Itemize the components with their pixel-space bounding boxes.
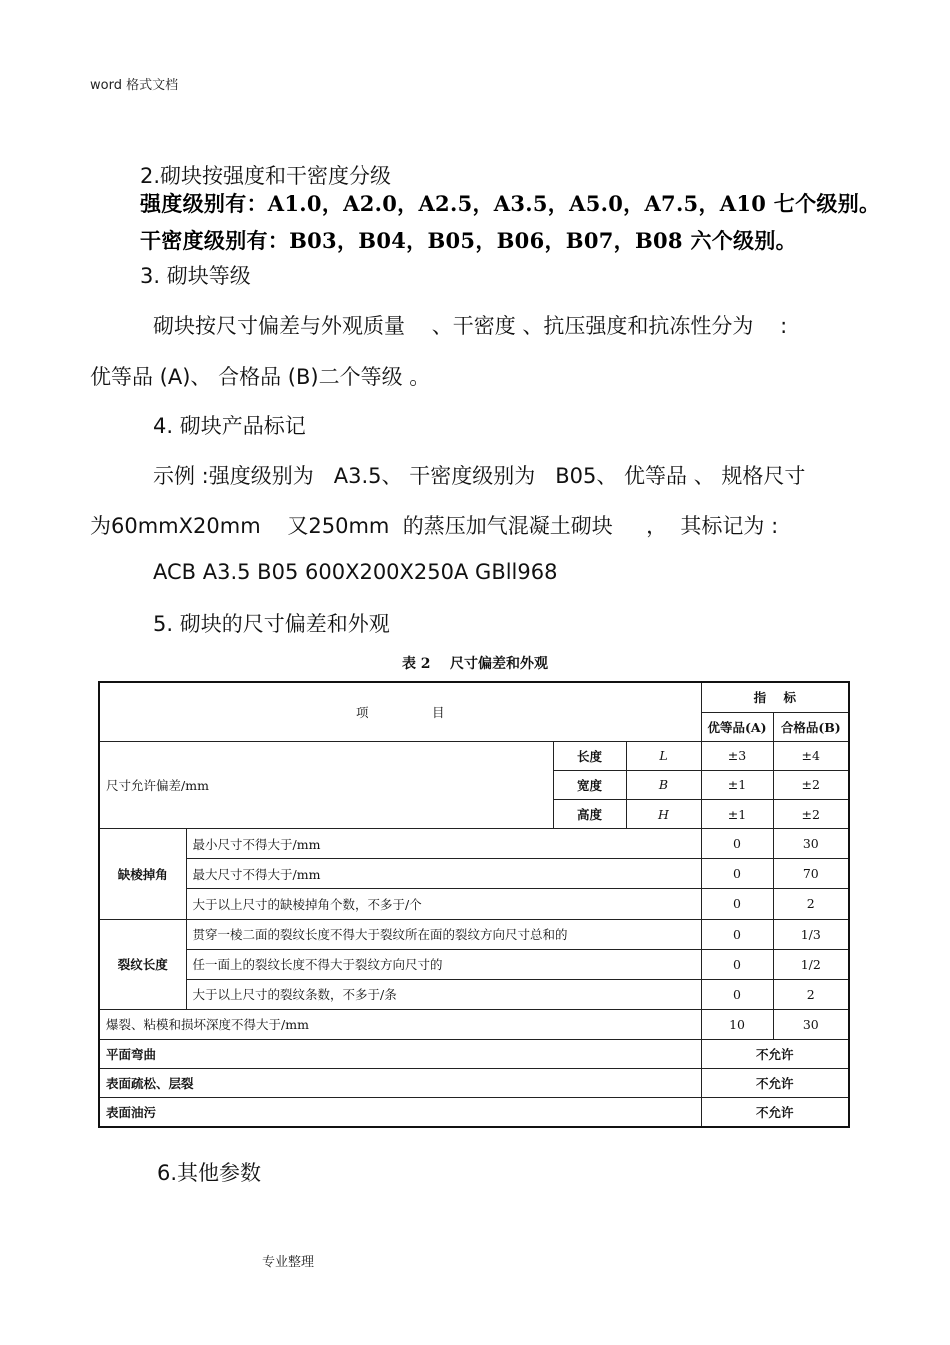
value-a: 0 xyxy=(701,889,773,919)
header-grade-b: 合格品(B) xyxy=(773,712,849,741)
dev-symbol: L xyxy=(626,741,701,770)
value-a: ±1 xyxy=(701,800,773,829)
burst-desc: 爆裂、粘模和损坏深度不得大于/mm xyxy=(99,1009,701,1039)
table-caption: 表 2 尺寸偏差和外观 xyxy=(401,656,549,672)
not-allowed-desc: 表面疏松、层裂 xyxy=(99,1069,701,1098)
corner-label: 缺棱掉角 xyxy=(99,829,186,919)
value-b: ±2 xyxy=(773,800,849,829)
value-b: 2 xyxy=(773,979,849,1009)
corner-desc: 最大尺寸不得大于/mm xyxy=(186,859,701,889)
table-row xyxy=(99,1098,849,1127)
value-a: 0 xyxy=(701,919,773,949)
table-row xyxy=(99,979,849,1009)
table-row xyxy=(99,859,849,889)
dev-symbol: B xyxy=(626,770,701,799)
value-a: 0 xyxy=(701,949,773,979)
product-mark-code: ACB A3.5 B05 600X200X250A GBll968 xyxy=(153,560,558,584)
not-allowed-value: 不允许 xyxy=(701,1098,849,1127)
value-a: 10 xyxy=(701,1009,773,1039)
page-footer: 专业整理 xyxy=(262,1255,315,1270)
density-grades-line: 干密度级别有：B03，B04，B05，B06，B07，B08 六个级别。 xyxy=(140,228,797,253)
value-a: 0 xyxy=(701,859,773,889)
value-b: 1/3 xyxy=(773,919,849,949)
corner-desc: 大于以上尺寸的缺棱掉角个数，不多于/个 xyxy=(186,889,701,919)
value-a: 0 xyxy=(701,979,773,1009)
section-3-line-2: 优等品 (A)、 合格品 (B)二个等级 。 xyxy=(90,365,431,389)
value-b: 1/2 xyxy=(773,949,849,979)
value-b: ±4 xyxy=(773,741,849,770)
not-allowed-desc: 平面弯曲 xyxy=(99,1040,701,1069)
not-allowed-desc: 表面油污 xyxy=(99,1098,701,1127)
header-item: 项 目 xyxy=(99,682,701,741)
table-row xyxy=(99,1069,849,1098)
crack-desc: 任一面上的裂纹长度不得大于裂纹方向尺寸的 xyxy=(186,949,701,979)
table-row xyxy=(99,919,849,949)
strength-grades-line: 强度级别有：A1.0，A2.0，A2.5，A3.5，A5.0，A7.5，A10 七个级别。 xyxy=(140,191,881,216)
crack-desc: 大于以上尺寸的裂纹条数，不多于/条 xyxy=(186,979,701,1009)
value-b: 70 xyxy=(773,859,849,889)
crack-desc: 贯穿一棱二面的裂纹长度不得大于裂纹所在面的裂纹方向尺寸总和的 xyxy=(186,919,701,949)
deviation-label: 尺寸允许偏差/mm xyxy=(99,741,553,828)
value-a: ±1 xyxy=(701,770,773,799)
crack-label: 裂纹长度 xyxy=(99,919,186,1009)
section-4-line-1: 示例 :强度级别为 A3.5、 干密度级别为 B05、 优等品 、 规格尺寸 xyxy=(153,464,806,488)
value-b: 30 xyxy=(773,1009,849,1039)
section-3-line-1: 砌块按尺寸偏差与外观质量 、干密度 、抗压强度和抗冻性分为 : xyxy=(153,314,788,338)
dev-name: 宽度 xyxy=(553,770,626,799)
section-4-title: 4. 砌块产品标记 xyxy=(153,414,306,438)
table-row xyxy=(99,741,849,770)
page-header: word 格式文档 xyxy=(90,78,179,93)
table-row xyxy=(99,1009,849,1039)
value-b: ±2 xyxy=(773,770,849,799)
not-allowed-value: 不允许 xyxy=(701,1069,849,1098)
value-b: 2 xyxy=(773,889,849,919)
section-3-title: 3. 砌块等级 xyxy=(140,264,251,288)
table-row xyxy=(99,829,849,859)
dev-name: 高度 xyxy=(553,800,626,829)
section-4-line-2: 为60mmX20mm 又250mm 的蒸压加气混凝土砌块 ， 其标记为 : xyxy=(90,514,779,538)
not-allowed-value: 不允许 xyxy=(701,1040,849,1069)
table-row xyxy=(99,889,849,919)
dimension-appearance-table xyxy=(98,681,850,1128)
value-b: 30 xyxy=(773,829,849,859)
dev-name: 长度 xyxy=(553,741,626,770)
value-a: ±3 xyxy=(701,741,773,770)
dev-symbol: H xyxy=(626,800,701,829)
table-row xyxy=(99,949,849,979)
header-index: 指 标 xyxy=(701,682,849,712)
section-6-title: 6.其他参数 xyxy=(157,1161,262,1185)
section-5-title: 5. 砌块的尺寸偏差和外观 xyxy=(153,612,390,636)
header-grade-a: 优等品(A) xyxy=(701,712,773,741)
corner-desc: 最小尺寸不得大于/mm xyxy=(186,829,701,859)
value-a: 0 xyxy=(701,829,773,859)
section-2-title: 2.砌块按强度和干密度分级 xyxy=(140,164,392,188)
table-row xyxy=(99,1040,849,1069)
